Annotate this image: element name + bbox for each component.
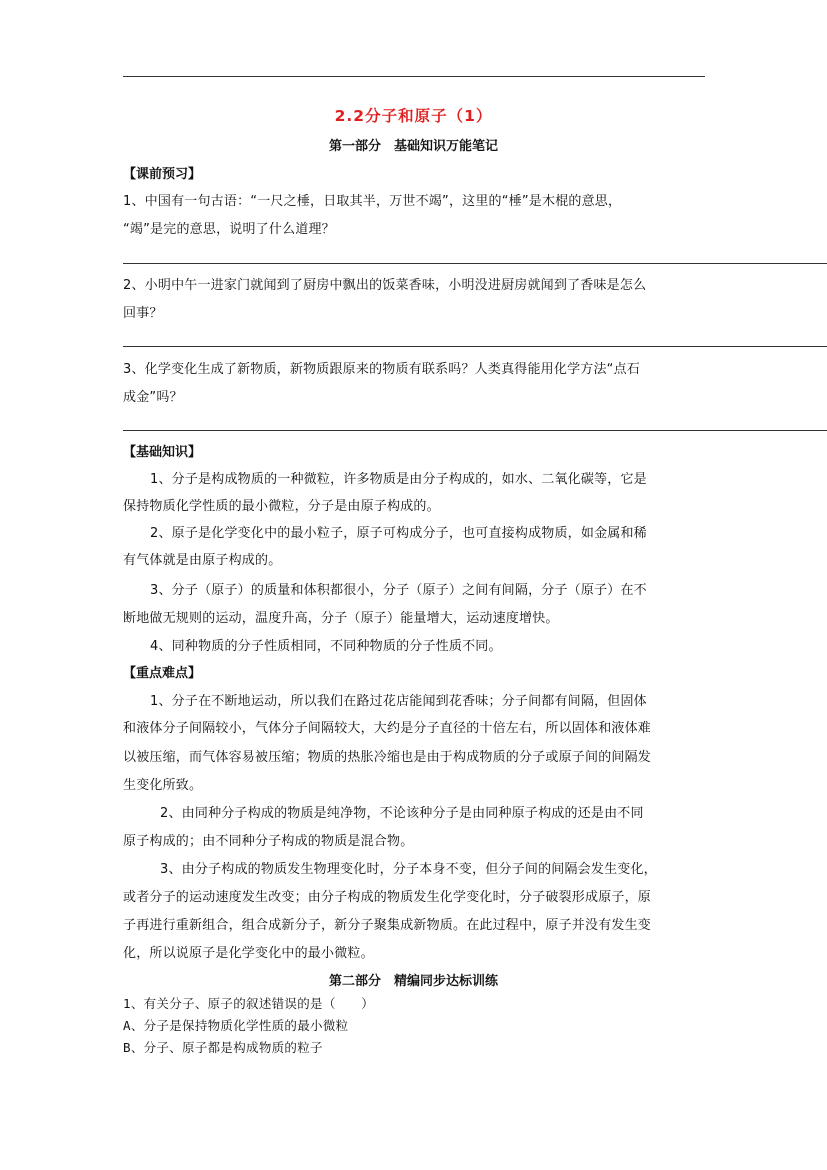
- basics-p3-line1: 3、分子（原子）的质量和体积都很小，分子（原子）之间有间隔，分子（原子）在不: [150, 583, 647, 598]
- key-p3-line3: 子再进行重新组合，组合成新分子，新分子聚集成新物质。在此过程中，原子并没有发生变: [123, 918, 652, 933]
- preview-q2-line2: 回事？: [123, 306, 163, 321]
- header-rule: [123, 76, 705, 77]
- page-title: 2.2分子和原子（1）: [334, 107, 493, 125]
- key-p1-line4: 生变化所致。: [123, 778, 203, 793]
- basics-p1-line1: 1、分子是构成物质的一种微粒，许多物质是由分子构成的，如水、二氧化碳等，它是: [150, 472, 647, 487]
- basics-p2-line2: 有气体就是由原子构成的。: [123, 553, 282, 568]
- basics-heading: 【基础知识】: [123, 445, 202, 460]
- exercise-q1-option-b: B、分子、原子都是构成物质的粒子: [123, 1040, 323, 1055]
- preview-q3-line1: 3、化学变化生成了新物质，新物质跟原来的物质有联系吗？人类真得能用化学方法“点石: [123, 362, 641, 377]
- part2-title: 第二部分 精编同步达标训练: [328, 974, 498, 989]
- exercise-q1-option-a: A、分子是保持物质化学性质的最小微粒: [123, 1018, 349, 1033]
- exercise-q1: 1、有关分子、原子的叙述错误的是（ ）: [123, 996, 375, 1011]
- key-p3-line1: 3、由分子构成的物质发生物理变化时，分子本身不变，但分子间的间隔会发生变化，: [160, 862, 657, 877]
- basics-p2-line1: 2、原子是化学变化中的最小粒子，原子可构成分子，也可直接构成物质，如金属和稀: [150, 526, 647, 541]
- answer-line-3: [123, 430, 827, 431]
- preview-q2-line1: 2、小明中午一进家门就闻到了厨房中飘出的饭菜香味，小明没进厨房就闻到了香味是怎么: [123, 278, 647, 293]
- key-p3-line2: 或者分子的运动速度发生改变；由分子构成的物质发生化学变化时，分子破裂形成原子，原: [123, 890, 652, 905]
- key-p1-line3: 以被压缩，而气体容易被压缩；物质的热胀冷缩也是由于构成物质的分子或原子间的间隔发: [123, 750, 652, 765]
- answer-line-2: [123, 346, 827, 347]
- key-p3-line4: 化，所以说原子是化学变化中的最小微粒。: [123, 946, 374, 961]
- key-p2-line2: 原子构成的；由不同种分子构成的物质是混合物。: [123, 834, 414, 849]
- preview-q3-line2: 成金”吗？: [123, 390, 183, 405]
- basics-p1-line2: 保持物质化学性质的最小微粒，分子是由原子构成的。: [123, 499, 440, 514]
- preview-q1-line1: 1、中国有一句古语：“一尺之棰，日取其半，万世不竭”，这里的“棰”是木棍的意思，: [123, 194, 622, 209]
- part1-title: 第一部分 基础知识万能笔记: [328, 139, 498, 154]
- key-heading: 【重点难点】: [123, 666, 202, 681]
- basics-p4-line1: 4、同种物质的分子性质相同，不同种物质的分子性质不同。: [150, 639, 502, 654]
- preview-heading: 【课前预习】: [123, 167, 202, 182]
- basics-p3-line2: 断地做无规则的运动，温度升高，分子（原子）能量增大，运动速度增快。: [123, 611, 559, 626]
- answer-line-1: [123, 263, 827, 264]
- key-p1-line1: 1、分子在不断地运动，所以我们在路过花店能闻到花香味；分子间都有间隔，但固体: [150, 694, 647, 709]
- key-p1-line2: 和液体分子间隔较小，气体分子间隔较大，大约是分子直径的十倍左右，所以固体和液体难: [123, 721, 652, 736]
- key-p2-line1: 2、由同种分子构成的物质是纯净物，不论该种分子是由同种原子构成的还是由不同: [160, 806, 644, 821]
- preview-q1-line2: “竭”是完的意思，说明了什么道理？: [123, 222, 335, 237]
